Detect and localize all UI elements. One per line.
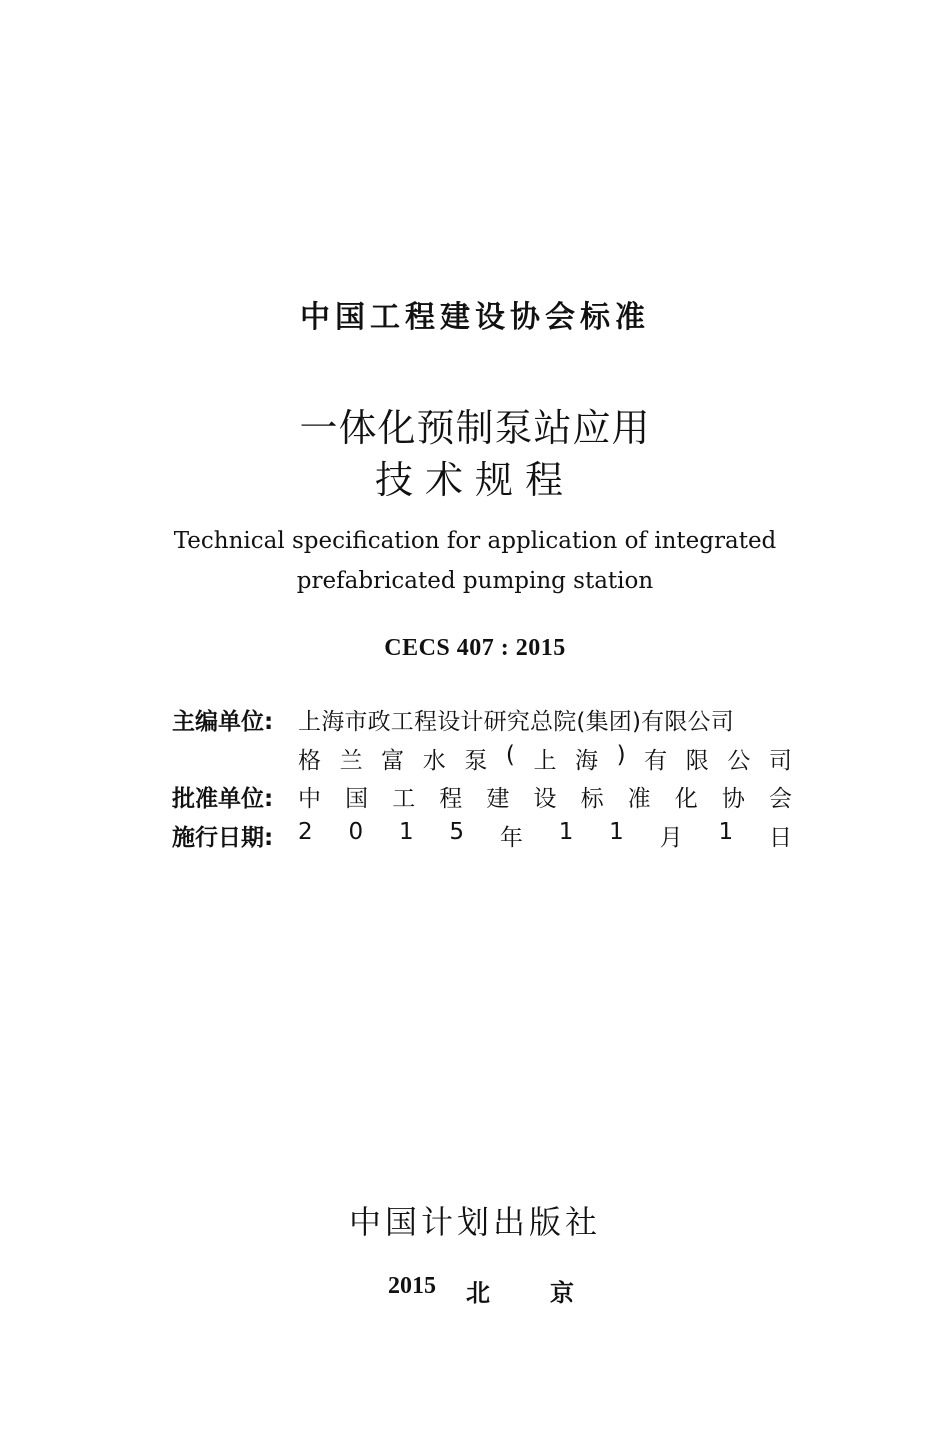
approval-char: 会: [768, 785, 792, 812]
effective-date-char: 日: [768, 824, 792, 851]
title-cn-line-2: 技术规程: [374, 458, 575, 502]
title-en-line-2: prefabricated pumping station: [296, 568, 654, 594]
effective-date: [298, 819, 792, 852]
effective-date-char: 月: [659, 824, 683, 851]
title-en-line-1: Technical specification for application of integrated: [173, 528, 777, 554]
effective-date-char: 0: [348, 818, 364, 845]
effective-date-char: 1: [558, 818, 574, 845]
effective-date-row: [172, 817, 792, 853]
chief-editor-2-char: (: [505, 741, 515, 768]
chief-editor-2-char: 公: [727, 747, 751, 774]
approval-char: 国: [345, 785, 369, 812]
standard-code: CECS 407 : 2015: [384, 635, 566, 661]
effective-date-char: 1: [398, 818, 414, 845]
standard-organization: 中国工程建设协会标准: [300, 300, 650, 335]
approval-char: 化: [674, 785, 698, 812]
publication-city-char: 京: [550, 1279, 574, 1307]
title-cn-line-1: 一体化预制泵站应用: [299, 406, 651, 450]
chief-editor-2-char: 有: [644, 747, 668, 774]
chief-editor-2-char: 格: [298, 747, 321, 774]
effective-date-char: 5: [449, 818, 465, 845]
publication-city-char: 北: [466, 1279, 490, 1307]
approval-row: [172, 778, 792, 814]
chief-editor-2-char: 水: [422, 747, 446, 774]
chief-editor-org-2: [298, 742, 792, 775]
approval-char: 建: [486, 785, 510, 812]
approval-char: 工: [392, 785, 416, 812]
effective-date-char: 年: [499, 824, 523, 851]
chief-editor-2-char: 海: [575, 747, 599, 774]
publication-city: [466, 1273, 574, 1308]
chief-editor-2-char: 上: [533, 747, 557, 774]
chief-editor-row: [172, 701, 792, 737]
approval-char: 中: [298, 785, 321, 812]
approval-char: 设: [533, 785, 557, 812]
effective-date-char: 2: [298, 818, 313, 845]
publisher: 中国计划出版社: [348, 1203, 601, 1241]
effective-date-char: 1: [718, 818, 734, 845]
chief-editor-2-char: ): [616, 741, 626, 768]
approval-char: 程: [439, 785, 463, 812]
chief-editor-2-char: 兰: [339, 747, 363, 774]
effective-date-char: 1: [609, 818, 624, 845]
chief-editor-row-2: [172, 740, 792, 776]
approval-char: 准: [627, 785, 651, 812]
approval-char: 协: [721, 785, 745, 812]
chief-editor-org-1: 上海市政工程设计研究总院(集团)有限公司: [298, 708, 734, 735]
chief-editor-2-char: 泵: [464, 747, 488, 774]
effective-date-label: 施行日期:: [172, 824, 274, 851]
approval-label: 批准单位:: [172, 785, 274, 812]
chief-editor-2-char: 富: [381, 747, 405, 774]
chief-editor-2-char: 限: [685, 747, 709, 774]
approval-char: 标: [580, 785, 604, 812]
approval-org: [298, 780, 792, 813]
chief-editor-2-char: 司: [768, 747, 792, 774]
chief-editor-label: 主编单位:: [172, 708, 274, 735]
publication-year: 2015: [388, 1273, 436, 1299]
